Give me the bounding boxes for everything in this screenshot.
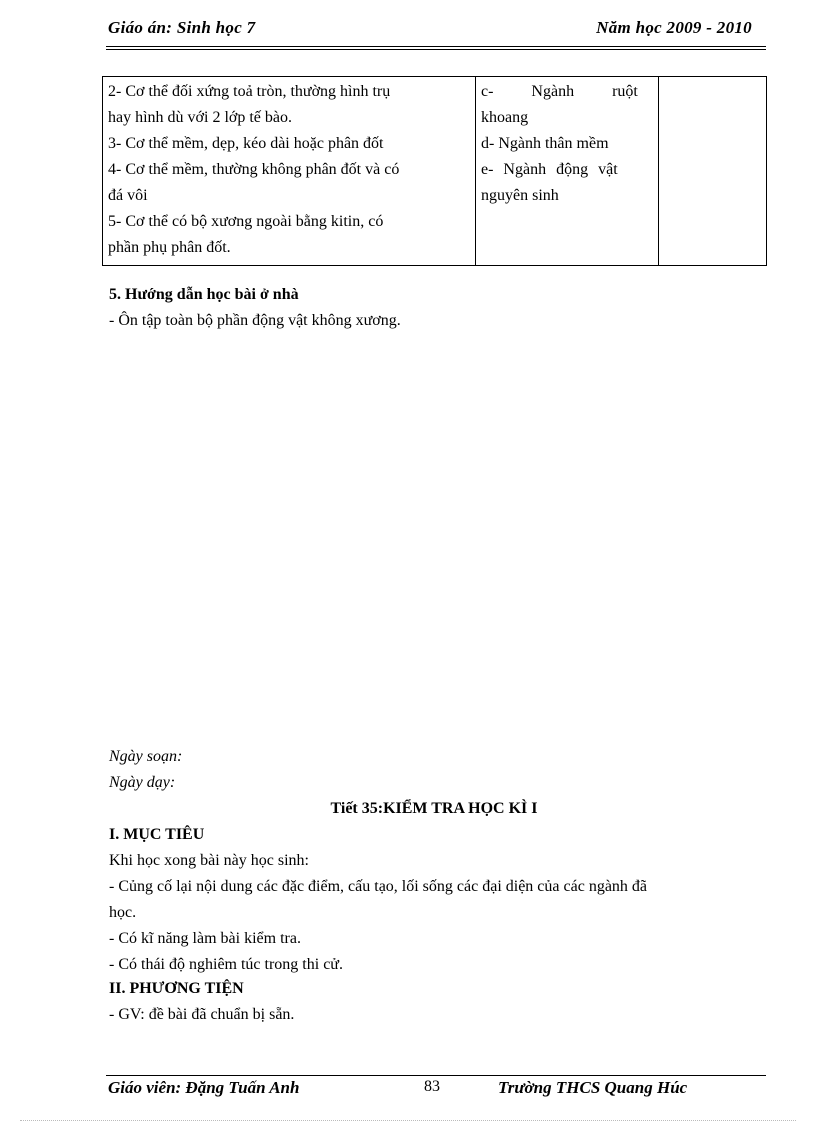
table-line: 5- Cơ thể có bộ xương ngoài bằng kitin, có [108,213,384,230]
table-line: đá vôi [108,187,148,204]
header-school-year: Năm học 2009 - 2010 [596,18,752,37]
table-line: khoang [481,109,529,126]
header-rule-secondary [106,49,766,50]
table-line: 2- Cơ thể đối xứng toả tròn, thường hình trụ [108,83,391,100]
table-line: d- Ngành thân mềm [481,135,609,152]
objective-item-continued: học. [109,904,137,921]
table-line: nguyên sinh [481,187,559,204]
section-1-intro: Khi học xong bài này học sinh: [109,852,309,869]
answer-cell [659,77,767,266]
table-line: 4- Cơ thể mềm, thường không phân đốt và có [108,161,400,178]
footer-school: Trường THCS Quang Húc [498,1078,688,1097]
section-5-heading: 5. Hướng dẫn học bài ở nhà [109,286,299,303]
section-5-item: - Ôn tập toàn bộ phần động vật không xương. [109,312,401,329]
matching-table [102,76,767,266]
table-line: c- Ngành ruột [481,83,638,100]
footer-rule [106,1075,766,1076]
header-rule [106,46,766,47]
phylum-cell [476,77,659,266]
objective-item: - Có thái độ nghiêm túc trong thi cử. [109,956,343,973]
table-line: hay hình dù với 2 lớp tế bào. [108,109,293,126]
table-line: 3- Cơ thể mềm, dẹp, kéo dài hoặc phân đốt [108,135,384,152]
objective-item: - Có kĩ năng làm bài kiểm tra. [109,930,301,947]
objective-item: - Củng cố lại nội dung các đặc điểm, cấu tạo, lối sống các đại diện của các ngành đã [109,878,648,895]
section-1-heading: I. MỤC TIÊU [109,826,205,843]
table-line: e- Ngành động vật [481,161,618,178]
date-taught: Ngày dạy: [109,774,176,791]
page-header [106,18,766,44]
section-2-heading: II. PHƯƠNG TIỆN [109,980,244,997]
page-number: 83 [424,1078,440,1095]
header-subject: Giáo án: Sinh học 7 [108,18,256,37]
table-line: phần phụ phân đốt. [108,239,231,256]
date-prepared: Ngày soạn: [109,748,183,765]
table-row [103,77,767,266]
footer-teacher: Giáo viên: Đặng Tuấn Anh [108,1078,300,1097]
lesson-title: Tiết 35:KIỂM TRA HỌC KÌ I [330,800,538,817]
page-edge-divider [20,1120,796,1121]
characteristics-cell [103,77,476,266]
section-2-item: - GV: đề bài đã chuẩn bị sẵn. [109,1006,295,1023]
